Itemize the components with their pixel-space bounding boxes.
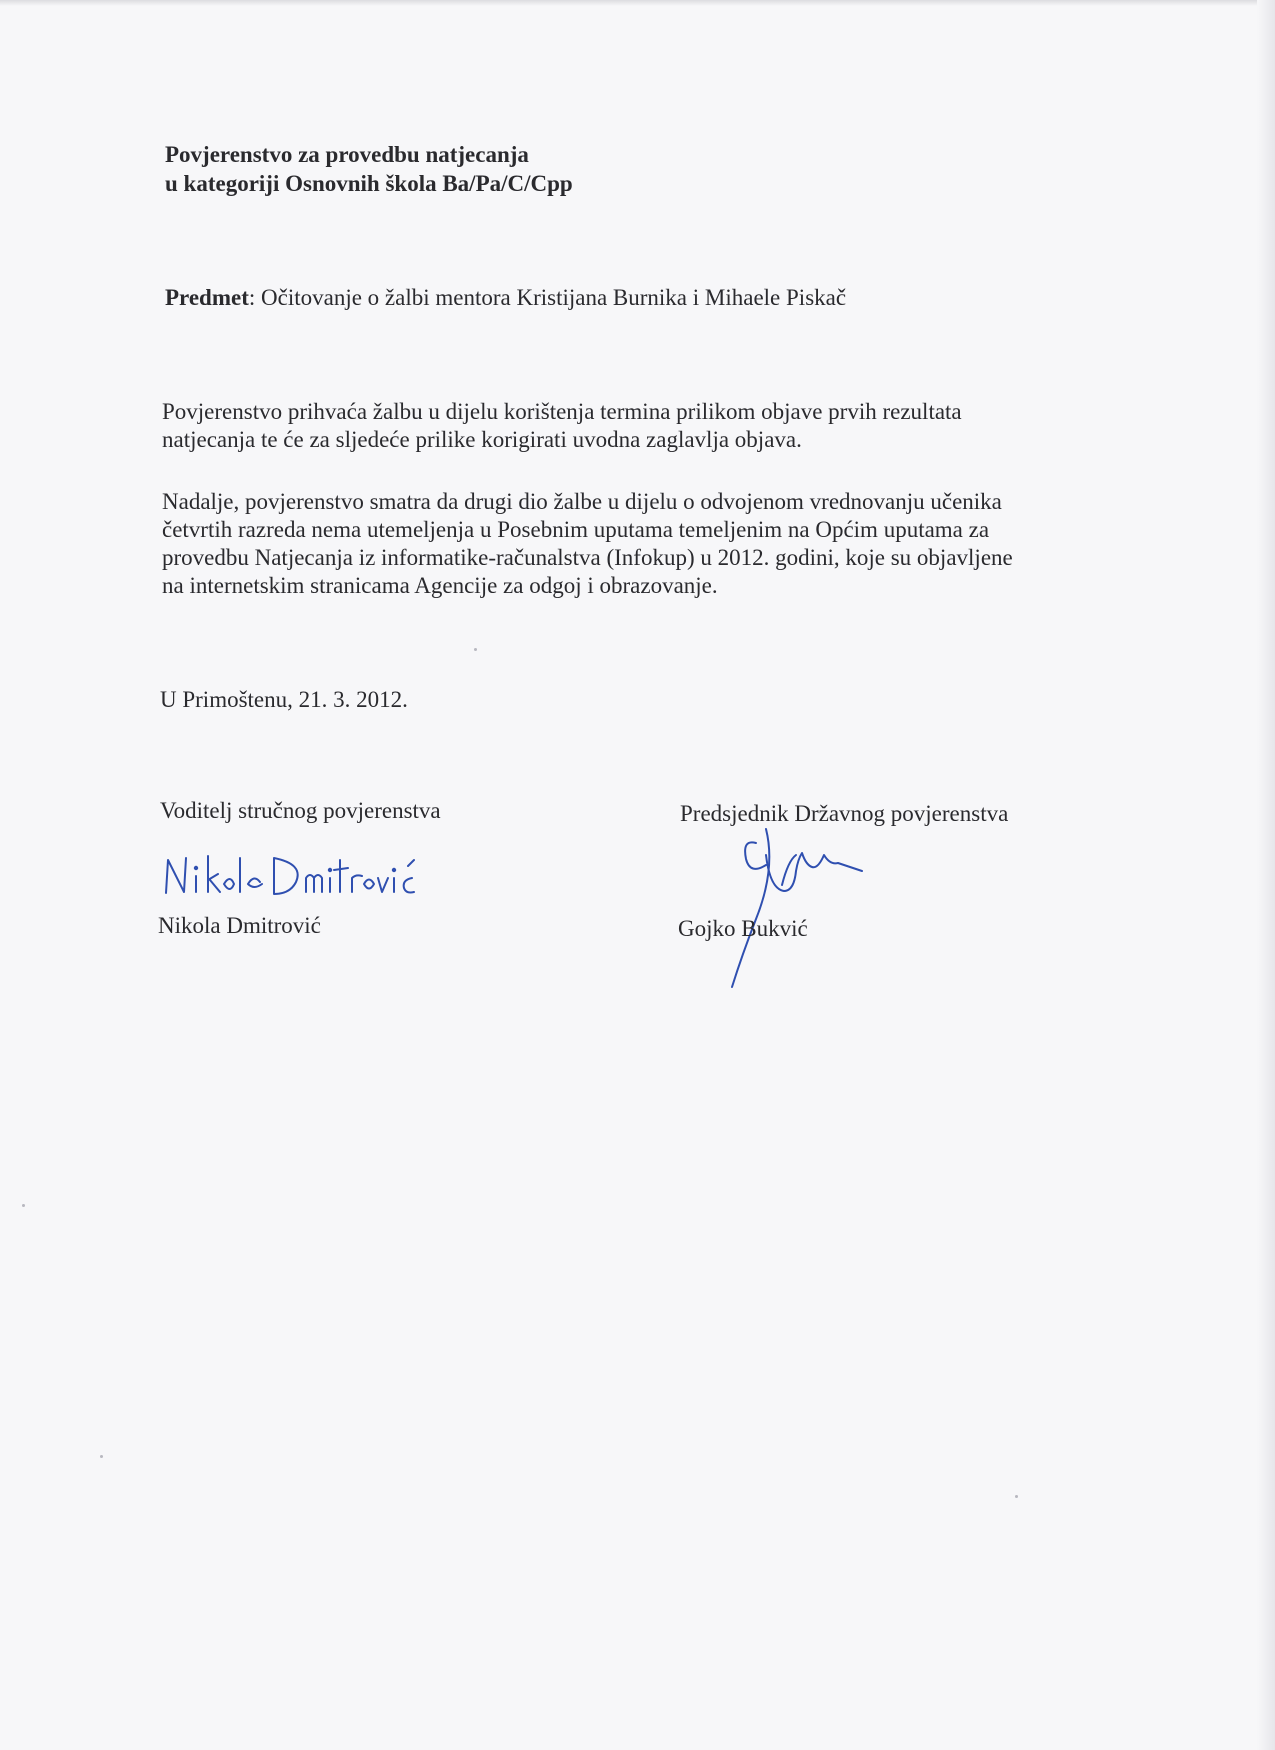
- left-signatory-title: Voditelj stručnog povjerenstva: [160, 798, 441, 823]
- place-date: U Primoštenu, 21. 3. 2012.: [160, 687, 408, 712]
- paper-speck: [100, 1455, 103, 1458]
- scan-edge-top: [0, 0, 1275, 6]
- paper-speck: [474, 648, 477, 651]
- paragraph-2-line: provedbu Natjecanja iz informatike-računalstva (Infokup) u 2012. godini, koje su objavljene: [162, 545, 1013, 570]
- paragraph-2-line: Nadalje, povjerenstvo smatra da drugi dio žalbe u dijelu o odvojenom vrednovanju učenika: [162, 489, 1002, 514]
- paragraph-2-line: četvrtih razreda nema utemeljenja u Posebnim uputama temeljenim na Općim uputama za: [162, 517, 990, 542]
- paragraph-2: [162, 488, 1122, 600]
- right-handwritten-signature: [670, 825, 940, 990]
- subject-label: Predmet: [165, 285, 249, 310]
- right-signatory-title: Predsjednik Državnog povjerenstva: [680, 801, 1009, 826]
- paragraph-1-line: natjecanja te će za sljedeće prilike korigirati uvodna zaglavlja objava.: [162, 427, 802, 452]
- paragraph-2-line: na internetskim stranicama Agencije za odgoj i obrazovanje.: [162, 573, 718, 598]
- paper-speck: [22, 1204, 25, 1207]
- right-signatory-name: Gojko Bukvić: [678, 916, 808, 941]
- paper-speck: [1015, 1495, 1018, 1498]
- header-line-1: Povjerenstvo za provedbu natjecanja: [165, 142, 529, 167]
- header-line-2: u kategoriji Osnovnih škola Ba/Pa/C/Cpp: [165, 171, 573, 196]
- subject-line: [165, 283, 846, 313]
- recipient-header: [165, 140, 573, 198]
- left-handwritten-signature: [160, 848, 420, 908]
- scan-edge-right: [1257, 0, 1275, 1750]
- subject-text: : Očitovanje o žalbi mentora Kristijana Burnika i Mihaele Piskač: [248, 285, 847, 310]
- paragraph-1: [162, 398, 1122, 454]
- left-signatory-name: Nikola Dmitrović: [158, 913, 321, 938]
- paragraph-1-line: Povjerenstvo prihvaća žalbu u dijelu korištenja termina prilikom objave prvih rezultata: [162, 399, 962, 424]
